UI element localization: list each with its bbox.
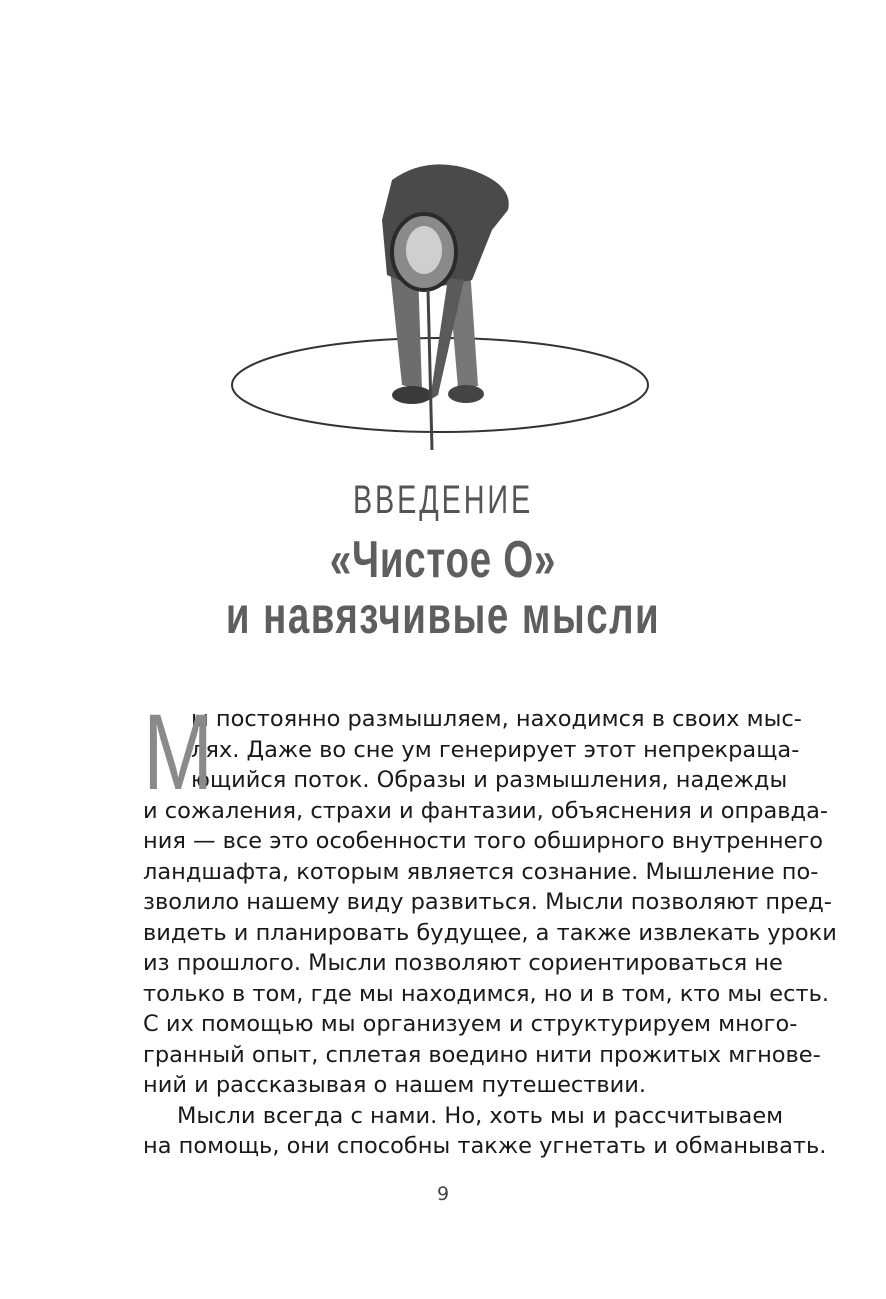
paragraph-line: только в том, где мы находимся, но и в том, кто мы есть. — [143, 980, 829, 1007]
page-number: 9 — [436, 1183, 450, 1205]
chapter-title-line-2: и навязчивые мысли — [225, 587, 661, 645]
chapter-kicker: ВВЕДЕНИЕ — [352, 478, 534, 522]
person-drawing-circle-illustration — [222, 150, 662, 460]
paragraph-line: Мысли всегда с нами. Но, хоть мы и рассчитываем — [177, 1102, 784, 1129]
paragraph-line: гранный опыт, сплетая воедино нити прожитых мгнове- — [143, 1041, 821, 1068]
paragraph-line: на помощь, они способны также угнетать и обманывать. — [143, 1133, 827, 1159]
drop-cap: М — [143, 691, 214, 812]
paragraph-line: ы постоянно размышляем, находимся в своих мыс- — [191, 706, 802, 732]
paragraph-line: и сожаления, страхи и фантазии, объяснения и оправда- — [143, 797, 828, 824]
paragraph-line: ющийся поток. Образы и размышления, надежды — [191, 767, 788, 793]
paragraph-line: ландшафта, которым является сознание. Мышление по- — [143, 858, 819, 885]
paragraph-line: из прошлого. Мысли позволяют сориентироваться не — [143, 950, 783, 976]
paragraph-line: зволило нашему виду развиться. Мысли позволяют пред- — [143, 889, 832, 915]
body-text — [143, 691, 837, 1162]
paragraph-line: видеть и планировать будущее, а также извлекать уроки — [143, 919, 837, 946]
paragraph-line: ния — все это особенности того обширного внутреннего — [143, 828, 824, 854]
paragraph-line: С их помощью мы организуем и структурируем много- — [143, 1011, 798, 1037]
chapter-title-line-1: «Чистое О» — [329, 531, 557, 589]
paragraph-line: ний и рассказывая о нашем путешествии. — [143, 1072, 647, 1098]
paragraph-line: лях. Даже во сне ум генерирует этот непрекраща- — [191, 736, 800, 763]
